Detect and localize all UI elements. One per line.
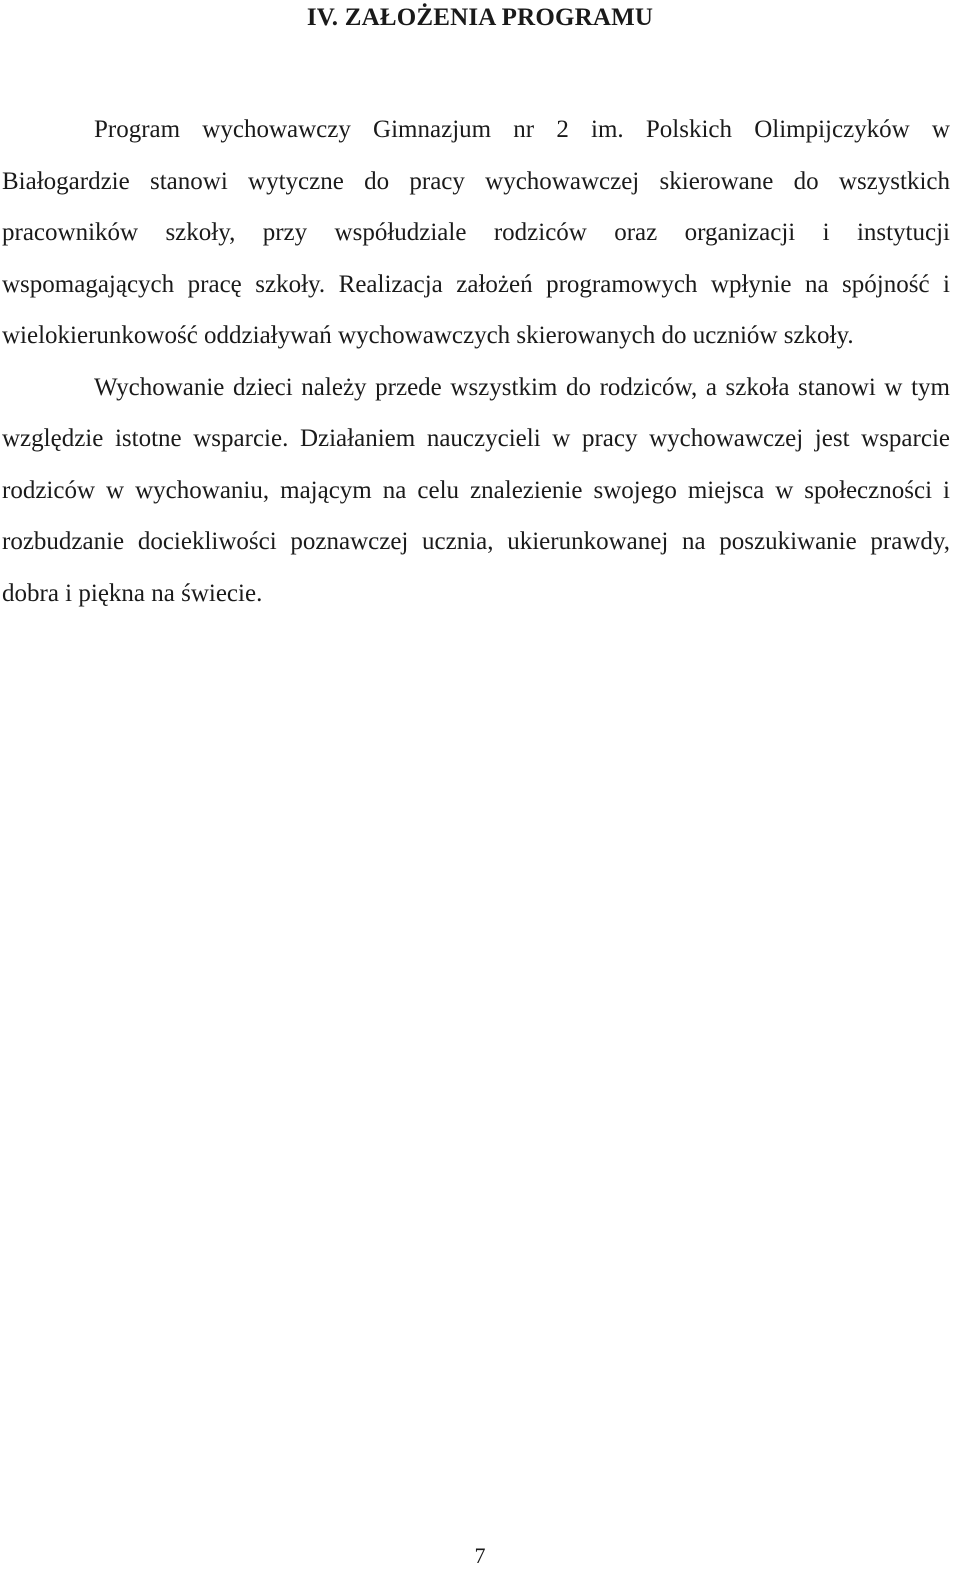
body-text (2, 104, 950, 619)
page-number: 7 (474, 1543, 486, 1568)
paragraph-program-assumptions: Program wychowawczy Gimnazjum nr 2 im. Polskich Olimpijczyków w Białogardzie stanowi wytyczne do pracy wychowawczej skierowane do wszystkich pracowników szkoły, przy współudziale rodziców oraz organizacji i instytucji wspomagających pracę szkoły. Realizacja założeń programowych wpłynie na spójność i wielokierunkowość oddziaływań wychowawczych skierowanych do uczniów szkoły. (2, 116, 950, 349)
section-heading: IV. ZAŁOŻENIA PROGRAMU (306, 4, 654, 31)
paragraph-upbringing: Wychowanie dzieci należy przede wszystkim do rodziców, a szkoła stanowi w tym względzie istotne wsparcie. Działaniem nauczycieli w pracy wychowawczej jest wsparcie rodziców w wychowaniu, mającym na celu znalezienie swojego miejsca w społeczności i rozbudzanie dociekliwości poznawczej ucznia, ukierunkowanej na poszukiwanie prawdy, dobra i piękna na świecie. (2, 373, 950, 607)
